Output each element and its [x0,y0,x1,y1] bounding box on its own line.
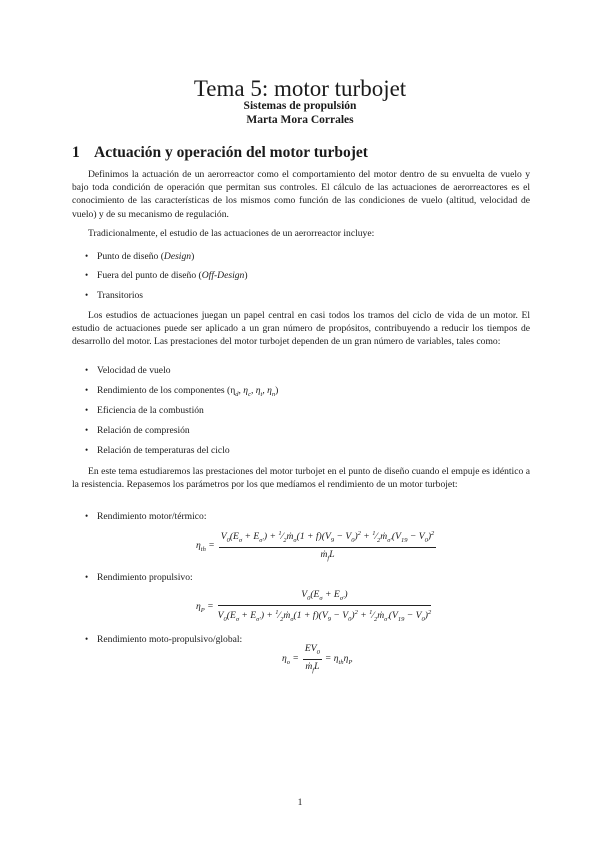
section-title: Actuación y operación del motor turbojet [94,144,368,161]
bullet-icon: • [85,251,89,261]
list-item: • Eficiencia de la combustión [85,405,204,416]
global-efficiency-equation: $\eta_o$ = $\frac{EV_0}{ṁ_fL}$ = $\eta_{th}\eta_P$ [282,643,353,674]
paragraph-3: Los estudios de actuaciones juegan un papel central en casi todos los tramos del ciclo de vida de un motor. El estudio de actuaciones puede ser aplicado a un gran número de propósitos, contribuyendo a reducir los tiempos de desarrollo del motor. Las prestaciones del motor turbojet dependen de un gran número de variables, tales como: [72,310,530,348]
list-item: • Rendimiento propulsivo: [85,572,193,583]
bullet-icon: • [85,385,89,395]
bullet-icon: • [85,425,89,435]
list-item: • Transitorios [85,290,144,301]
list-item: • Punto de diseño (Design) [85,251,195,262]
list-item: • Relación de compresión [85,425,190,436]
bullet-icon: • [85,290,89,300]
section-heading [72,144,368,162]
list-item: • Rendimiento de los componentes ($\eta_d$, $\eta_c$, $\eta_t$, $\eta_n$) [85,385,279,398]
document-title: Tema 5: motor turbojet [193,76,407,101]
list-item: • Velocidad de vuelo [85,365,171,376]
paragraph-2: Tradicionalmente, el estudio de las actuaciones de un aerorreactor incluye: [88,228,375,239]
list-item: • Relación de temperaturas del ciclo [85,445,230,456]
page-number: 1 [297,797,303,808]
paragraph-1: Definimos la actuación de un aerorreactor como el comportamiento del motor dentro de su envuelta de vuelo y bajo toda condición de operación que permitan sus controles. El cálculo de las actuaciones de aerorreactores es el conocimiento de las características de los mismos como función de las condiciones de vuelo (altitud, velocidad de vuelo) y de su mecanismo de regulación. [72,169,530,220]
list-item: • Fuera del punto de diseño (Off-Design) [85,270,248,281]
document-author: Marta Mora Corrales [246,114,354,126]
bullet-icon: • [85,634,89,644]
bullet-icon: • [85,405,89,415]
list-item: • Rendimiento motor/térmico: [85,511,207,522]
document-subtitle: Sistemas de propulsión [243,100,357,112]
propulsive-efficiency-equation: $\eta_P$ = $\frac{V_0(E_\sigma + E_{\sigma'})}{V_0(E_\sigma + E_{\sigma'}) + ^1⁄_2ṁ_\sigma(1 + f)(V_9 - V_0)^2 + ^1⁄_2ṁ_{\sigma'}(V_{19} - V_0)^2}$ [196,589,432,623]
bullet-icon: • [85,445,89,455]
section-number: 1 [72,144,80,161]
bullet-icon: • [85,511,89,521]
paragraph-4: En este tema estudiaremos las prestaciones del motor turbojet en el punto de diseño cuando el empuje es idéntico a la resistencia. Repasemos los parámetros por los que medíamos el rendimiento de un motor turbojet: [72,466,530,491]
thermal-efficiency-equation: $\eta_{th}$ = $\frac{V_0(E_\sigma + E_{\sigma'}) + ^1⁄_2ṁ_\sigma(1 + f)(V_9 - V_0)^2 + ^1⁄_2ṁ_{\sigma'}(V_{19} - V_0)^2}{ṁ_fL}$ [196,527,436,565]
list-item: • Rendimiento moto-propulsivo/global: [85,634,243,645]
bullet-icon: • [85,270,89,280]
bullet-icon: • [85,572,89,582]
bullet-icon: • [85,365,89,375]
